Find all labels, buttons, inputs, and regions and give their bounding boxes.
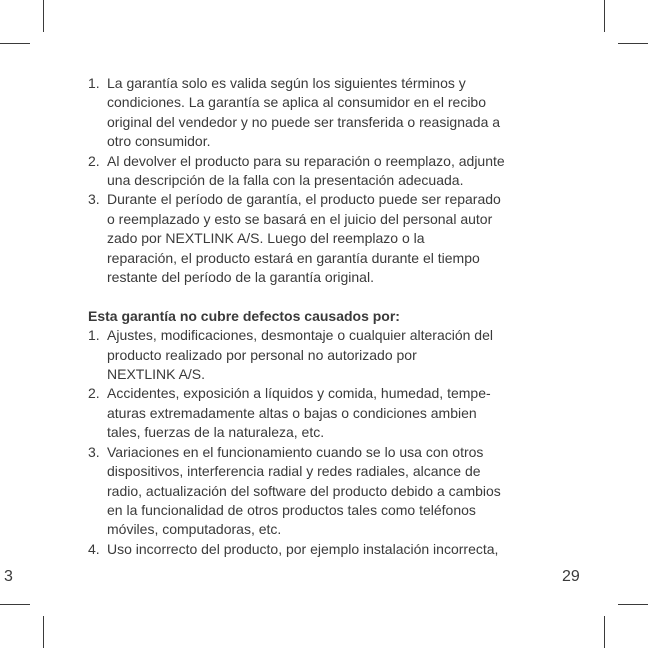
crop-mark: [43, 0, 44, 32]
crop-mark: [618, 43, 648, 44]
list-item: 3. Variaciones en el funcionamiento cuando se lo usa con otros dispositivos, interferencia radial y redes radiales, alcance de radio, actualización del software del producto debido a cambios en la funcionalidad de otros productos tales como teléfonos móviles, computadoras, etc.: [88, 443, 501, 538]
crop-mark: [43, 616, 44, 648]
crop-mark: [604, 616, 605, 648]
terms-list: [88, 74, 558, 287]
crop-mark: [0, 604, 30, 605]
crop-mark: [0, 43, 30, 44]
list-item: 1. La garantía solo es valida según los siguientes términos y condiciones. La garantía se aplica al consumidor en el recibo original del vendedor y no puede ser transferida o reasignada a otro consumidor.: [88, 75, 501, 150]
exclusions-heading: Esta garantía no cubre defectos causados por:: [88, 307, 400, 324]
crop-mark: [618, 604, 648, 605]
left-page-number: 3: [4, 568, 13, 585]
list-item: 1. Ajustes, modificaciones, desmontaje o cualquier alteración del producto realizado por personal no autorizado por NEXTLINK A/S.: [88, 327, 493, 383]
list-item: 3. Durante el período de garantía, el producto puede ser reparado o reemplazado y esto se basará en el juicio del personal autor zado por NEXTLINK A/S. Luego del reemplazo o la reparación, el producto estará en garantía durante el tiempo restante del período de la garantía original.: [88, 191, 501, 286]
exclusions-list: [88, 326, 558, 559]
crop-mark: [604, 0, 605, 32]
list-item: 2. Al devolver el producto para su reparación o reemplazo, adjunte una descripción de la falla con la presentación adecuada.: [88, 152, 505, 189]
right-page-number: 29: [562, 568, 580, 585]
list-item: 4. Uso incorrecto del producto, por ejemplo instalación incorrecta,: [88, 540, 499, 557]
warranty-text: [88, 74, 558, 559]
list-item: 2. Accidentes, exposición a líquidos y comida, humedad, tempe- aturas extremadamente altas o bajas o condiciones ambien tales, fuerzas de la naturaleza, etc.: [88, 385, 491, 441]
